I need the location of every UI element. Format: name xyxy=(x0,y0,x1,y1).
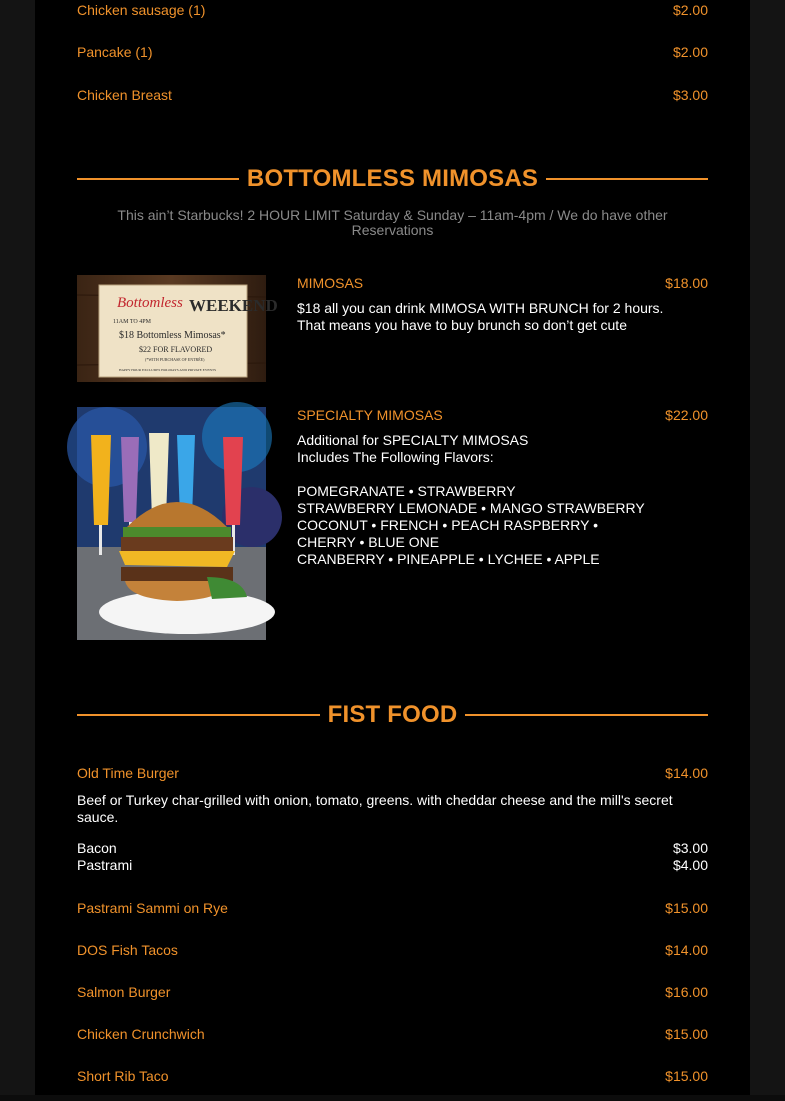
section-title-fist-food xyxy=(77,701,708,729)
menu-item-chicken-crunchwich xyxy=(77,1026,708,1043)
sign-text: $18 Bottomless Mimosas* xyxy=(119,330,226,341)
addon-pastrami xyxy=(77,857,708,874)
sign-text: HAPPY HOUR EXCLUDES HOLIDAYS AND PRIVATE EVENTS xyxy=(119,368,217,372)
flavor-line: CHERRY • BLUE ONE xyxy=(297,534,440,550)
item-name: DOS Fish Tacos xyxy=(77,942,178,958)
item-price: $22.00 xyxy=(665,407,708,423)
item-name: Chicken Crunchwich xyxy=(77,1026,205,1042)
item-description xyxy=(297,300,708,334)
item-price: $3.00 xyxy=(672,87,708,103)
item-name: Pancake (1) xyxy=(77,44,153,60)
menu-item-short-rib-taco xyxy=(77,1068,708,1085)
item-price: $2.00 xyxy=(672,44,708,60)
item-price: $14.00 xyxy=(665,942,708,958)
item-description: Beef or Turkey char-grilled with onion, tomato, greens. with cheddar cheese and the mill's secret sauce. xyxy=(77,792,673,825)
addon-price: $4.00 xyxy=(672,857,708,873)
item-name: Short Rib Taco xyxy=(77,1068,169,1084)
page-footer-strip xyxy=(0,1095,785,1101)
section-subtitle: This ain’t Starbucks! 2 HOUR LIMIT Saturday & Sunday – 11am-4pm / We do have other Reservations xyxy=(117,207,668,238)
divider-line xyxy=(77,178,239,180)
item-name: Chicken Breast xyxy=(77,87,172,103)
item-name: MIMOSAS xyxy=(297,275,364,291)
item-price: $2.00 xyxy=(672,2,708,18)
sign-text: (*WITH PURCHASE OF ENTRÉE) xyxy=(145,357,205,362)
item-price: $18.00 xyxy=(665,275,708,291)
item-name: Pastrami Sammi on Rye xyxy=(77,900,228,916)
wood-sign-image xyxy=(77,275,278,382)
item-price: $15.00 xyxy=(665,1068,708,1084)
menu-item-old-time-burger xyxy=(77,765,708,782)
menu-item-pastrami-sammi xyxy=(77,900,708,917)
flavor-line: STRAWBERRY LEMONADE • MANGO STRAWBERRY xyxy=(297,500,645,516)
flavor-line: COCONUT • FRENCH • PEACH RASPBERRY • xyxy=(297,517,598,533)
flavor-line: CRANBERRY • PINEAPPLE • LYCHEE • APPLE xyxy=(297,551,600,567)
sign-text: $22 FOR FLAVORED xyxy=(139,345,213,354)
section-heading: FIST FOOD xyxy=(327,701,458,728)
mimosa-glasses-burger-image xyxy=(77,407,266,640)
sign-text: WEEKEND xyxy=(189,296,278,315)
divider-line xyxy=(465,714,708,716)
item-name: Salmon Burger xyxy=(77,984,171,1000)
item-name: Old Time Burger xyxy=(77,765,179,781)
item-price: $15.00 xyxy=(665,1026,708,1042)
addon-name: Bacon xyxy=(77,840,117,856)
menu-item-dos-fish-tacos xyxy=(77,942,708,959)
description-line: Includes The Following Flavors: xyxy=(297,449,494,465)
section-heading: BOTTOMLESS MIMOSAS xyxy=(246,165,539,192)
addon-price: $3.00 xyxy=(672,840,708,856)
item-name: Chicken sausage (1) xyxy=(77,2,206,18)
addon-name: Pastrami xyxy=(77,857,133,873)
section-title-bottomless-mimosas xyxy=(77,165,708,193)
item-price: $16.00 xyxy=(665,984,708,1000)
flavor-line: POMEGRANATE • STRAWBERRY xyxy=(297,483,516,499)
item-description xyxy=(297,432,708,568)
item-name: SPECIALTY MIMOSAS xyxy=(297,407,443,423)
item-price: $15.00 xyxy=(665,900,708,916)
menu-item-pancake xyxy=(77,44,708,61)
divider-line xyxy=(546,178,708,180)
mimosas-sign-photo xyxy=(77,275,278,382)
description-line: Additional for SPECIALTY MIMOSAS xyxy=(297,432,529,448)
divider-line xyxy=(77,714,320,716)
item-price: $14.00 xyxy=(665,765,708,781)
menu-item-salmon-burger xyxy=(77,984,708,1001)
menu-item-chicken-breast xyxy=(77,87,708,104)
sign-text: Bottomless xyxy=(117,295,183,311)
menu-item-mimosas xyxy=(297,275,708,334)
menu-item-specialty-mimosas xyxy=(297,407,708,568)
description-line: That means you have to buy brunch so don’t get cute xyxy=(297,317,627,333)
sign-text: 11AM TO 4PM xyxy=(113,319,151,325)
description-line: $18 all you can drink MIMOSA WITH BRUNCH for 2 hours. xyxy=(297,300,664,316)
menu-item-chicken-sausage xyxy=(77,2,708,19)
specialty-mimosas-photo xyxy=(77,407,266,640)
addon-bacon xyxy=(77,840,708,857)
